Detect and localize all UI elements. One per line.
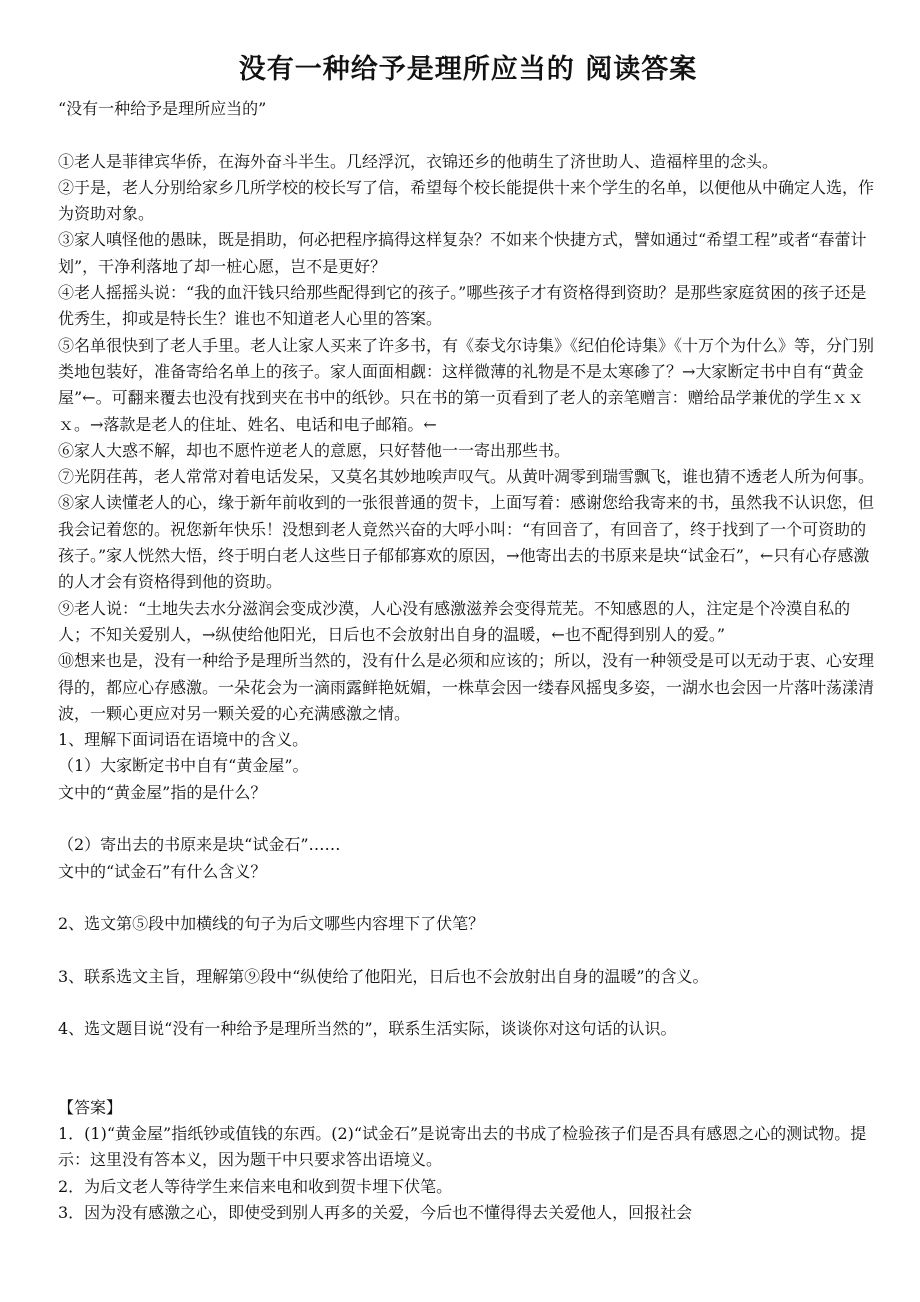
question-3: 3、联系选文主旨，理解第⑨段中“纵使给了他阳光，日后也不会放射出自身的温暖”的含义。 <box>58 966 709 986</box>
paragraph-3: ③家人嗔怪他的愚昧，既是捐助，何必把程序搞得这样复杂？不如来个快捷方式，譬如通过“希望工程”或者“春蕾计划”，干净利落地了却一桩心愿，岂不是更好？ <box>58 230 867 276</box>
question-1-part-1-ask: 文中的“黄金屋”指的是什么？ <box>58 782 267 802</box>
document-page <box>58 50 878 1226</box>
spacer <box>58 122 878 148</box>
paragraph-4: ④老人摇摇头说：“我的血汗钱只给那些配得到它的孩子。”哪些孩子才有资格得到资助？是那些家庭贫困的孩子还是优秀生，抑或是特长生？谁也不知道老人心里的答案。 <box>58 283 867 329</box>
paragraph-7: ⑦光阴荏苒，老人常常对着电话发呆，又莫名其妙地唉声叹气。从黄叶凋零到瑞雪飘飞，谁也猜不透老人所为何事。 <box>58 467 875 487</box>
paragraph-1: ①老人是菲律宾华侨，在海外奋斗半生。几经浮沉，衣锦还乡的他萌生了济世助人、造福梓里的念头。 <box>58 151 779 171</box>
question-4: 4、选文题目说“没有一种给予是理所当然的”，联系生活实际，谈谈你对这句话的认识。 <box>58 1019 677 1039</box>
spacer <box>58 938 878 964</box>
answer-1: 1．(1)“黄金屋”指纸钞或值钱的东西。(2)“试金石”是说寄出去的书成了检验孩子们是否具有感恩之心的测试物。提示：这里没有答本义，因为题干中只要求答出语境义。 <box>58 1123 867 1170</box>
question-1-part-2: （2）寄出去的书原来是块“试金石”…… <box>58 835 341 855</box>
spacer <box>58 885 878 911</box>
question-1-part-2-ask: 文中的“试金石”有什么含义？ <box>58 861 267 881</box>
subtitle: “没有一种给予是理所应当的” <box>58 99 267 118</box>
answer-3: 3．因为没有感激之心，即使受到别人再多的关爱，今后也不懂得得去关爱他人，回报社会 <box>58 1202 693 1222</box>
spacer <box>58 990 878 1016</box>
spacer <box>58 806 878 832</box>
paragraph-10: ⑩想来也是，没有一种给予是理所当然的，没有什么是必须和应该的；所以，没有一种领受是可以无动于衷、心安理得的，都应心存感激。一朵花会为一滴雨露鲜艳妩媚，一株草会因一缕春风摇曳多姿，一湖水也会因一片落叶荡漾清波，一颗心更应对另一颗关爱的心充满感激之情。 <box>58 651 875 723</box>
answers-heading: 【答案】 <box>58 1097 123 1117</box>
answer-2: 2．为后文老人等待学生来信来电和收到贺卡埋下伏笔。 <box>58 1176 453 1196</box>
paragraph-9: ⑨老人说：“土地失去水分滋润会变成沙漠，人心没有感激滋养会变得荒芜。不知感恩的人，注定是个冷漠自私的人；不知关爱别人，→纵使给他阳光，日后也不会放射出自身的温暖，←也不配得到别人的爱。” <box>58 598 851 644</box>
paragraph-2: ②于是，老人分别给家乡几所学校的校长写了信，希望每个校长能提供十来个学生的名单，以便他从中确定人选，作为资助对象。 <box>58 177 875 224</box>
paragraph-6: ⑥家人大惑不解，却也不愿忤逆老人的意愿，只好替他一一寄出那些书。 <box>58 440 571 460</box>
question-1: 1、理解下面词语在语境中的含义。 <box>58 730 309 750</box>
paragraph-8: ⑧家人读懂老人的心，缘于新年前收到的一张很普通的贺卡，上面写着：感谢您给我寄来的书，虽然我不认识您，但我会记着您的。祝您新年快乐！没想到老人竟然兴奋的大呼小叫：“有回音了，有回音了，终于找到了一个可资助的孩子。”家人恍然大悟，终于明白老人这些日子郁郁寡欢的原因，→他寄出去的书原来是块“试金石”，←只有心存感激的人才会有资格得到他的资助。 <box>58 493 875 592</box>
question-1-part-1: （1）大家断定书中自有“黄金屋”。 <box>58 756 309 776</box>
question-2: 2、选文第⑤段中加横线的句子为后文哪些内容埋下了伏笔？ <box>58 914 485 934</box>
paragraph-5: ⑤名单很快到了老人手里。老人让家人买来了许多书，有《泰戈尔诗集》《纪伯伦诗集》《十万个为什么》等，分门别类地包装好，准备寄给名单上的孩子。家人面面相觑：这样微薄的礼物是不是太寒碜了？→大家断定书中自有“黄金屋”←。可翻来覆去也没有找到夹在书中的纸钞。只在书的第一页看到了老人的亲笔赠言：赠给品学兼优的学生ｘｘｘ。→落款是老人的住址、姓名、电话和电子邮箱。← <box>58 335 875 434</box>
spacer <box>58 1043 878 1095</box>
document-title: 没有一种给予是理所应当的 阅读答案 <box>238 54 698 85</box>
